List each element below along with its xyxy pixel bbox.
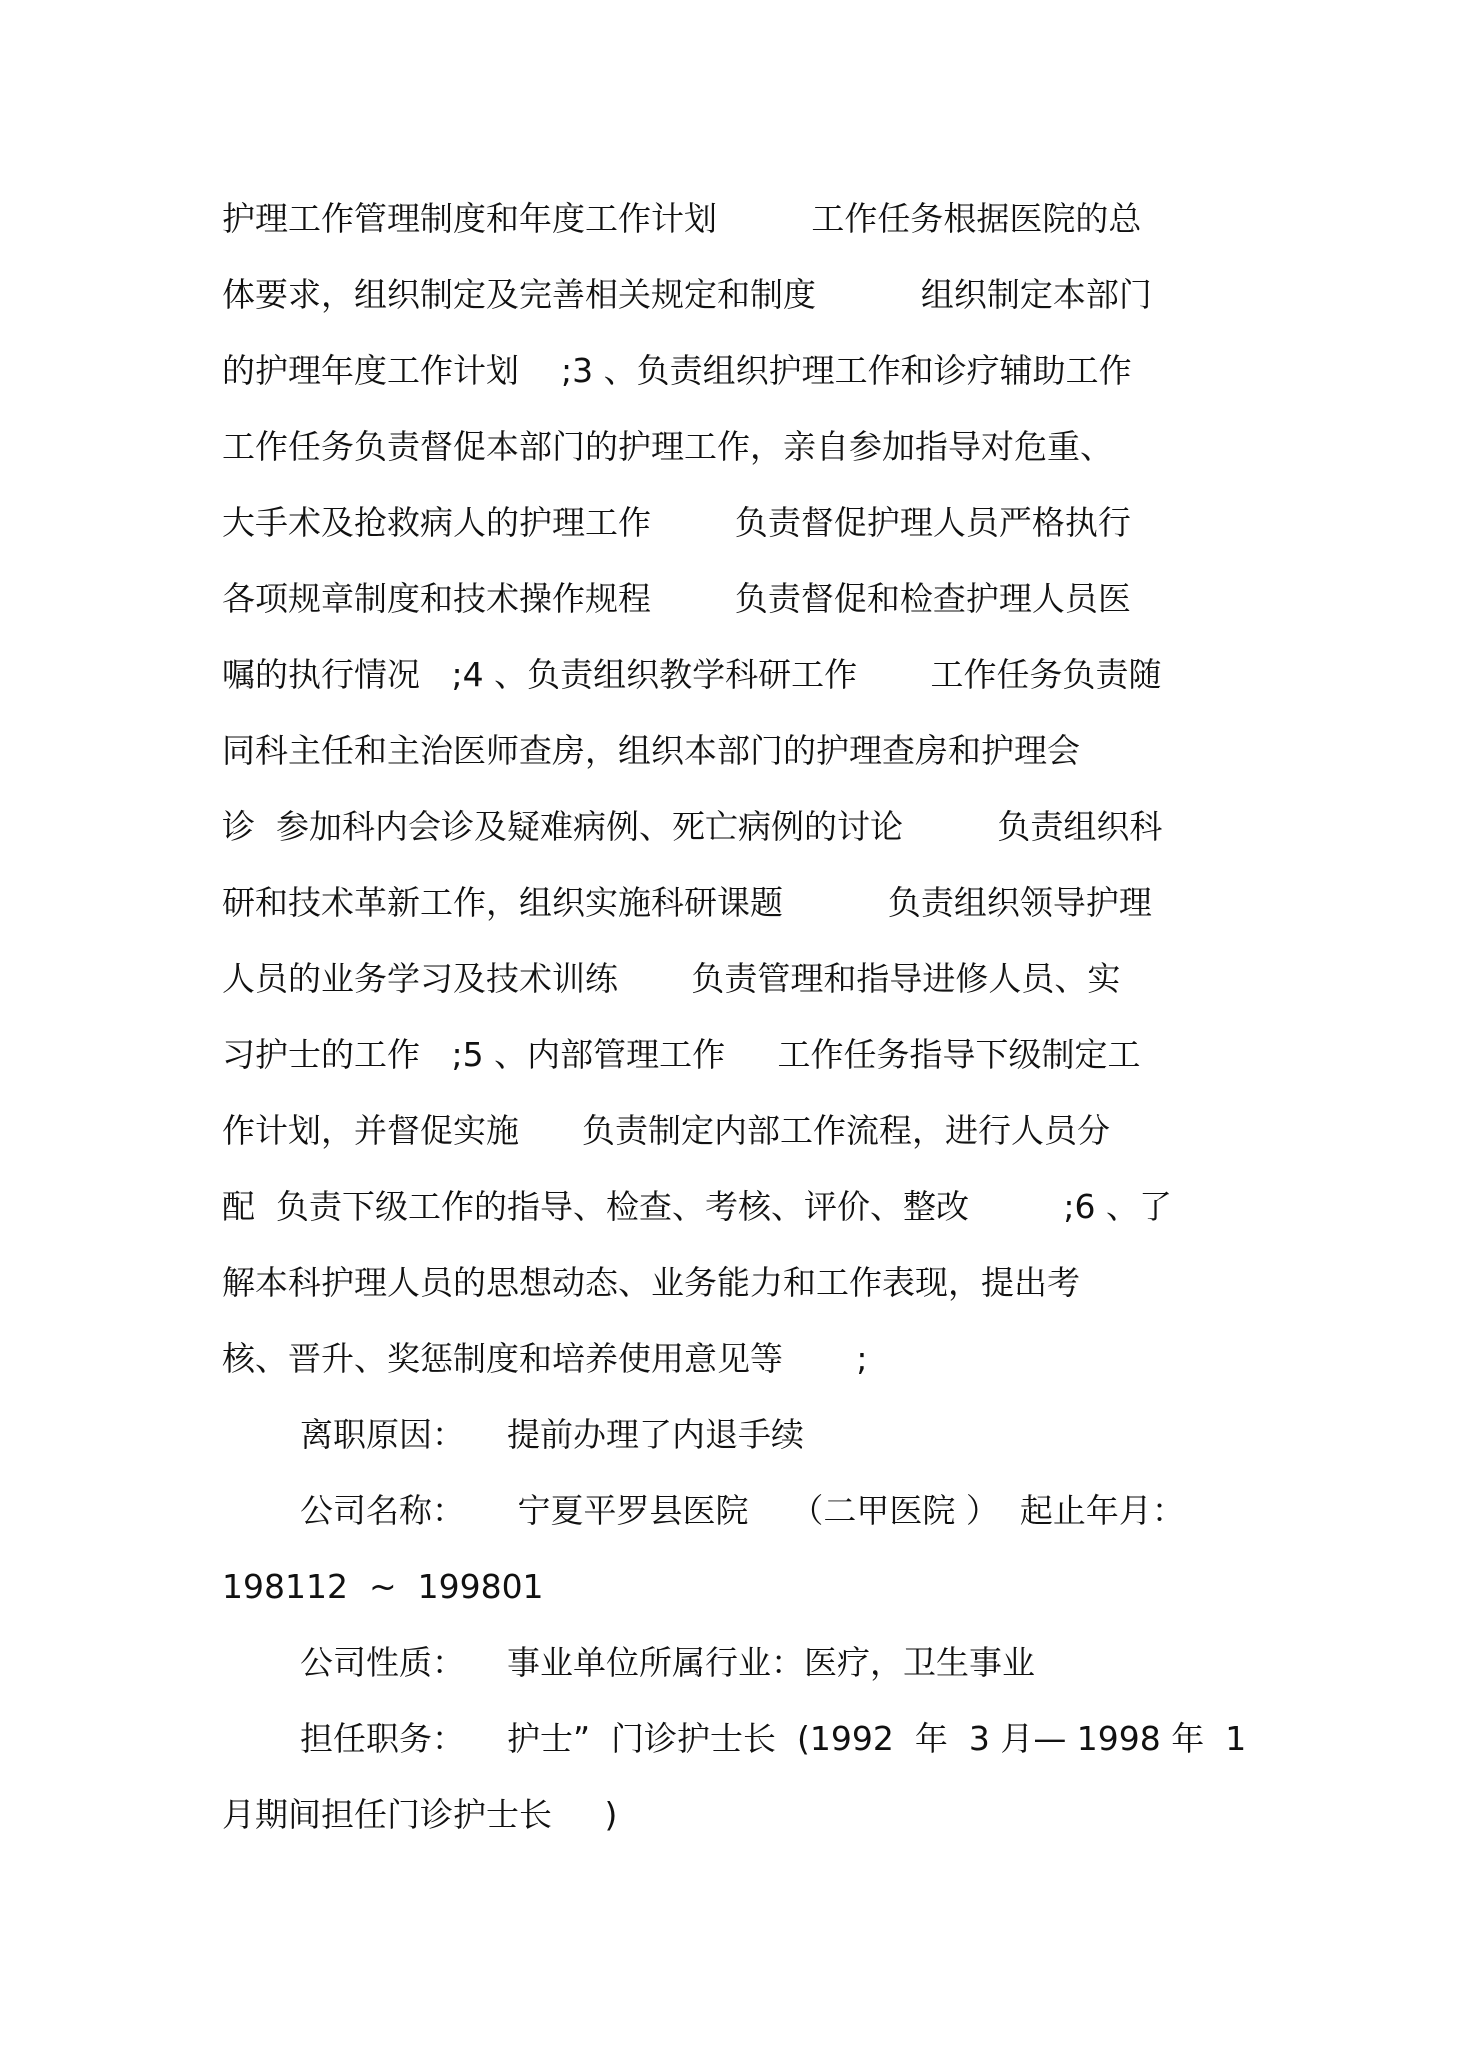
text-line: 的护理年度工作计划 ;3 、负责组织护理工作和诊疗辅助工作 — [222, 351, 1132, 390]
text-line: 同科主任和主治医师查房，组织本部门的护理查房和护理会 — [222, 731, 1080, 770]
text-line: 核、晋升、奖惩制度和培养使用意见等 ; — [222, 1339, 868, 1378]
text-line: 月期间担任门诊护士长 ) — [222, 1795, 618, 1834]
company-name-line: 公司名称： 宁夏平罗县医院 （二甲医院 ） 起止年月： — [300, 1491, 1185, 1530]
text-line: 解本科护理人员的思想动态、业务能力和工作表现，提出考 — [222, 1263, 1080, 1302]
text-line: 体要求，组织制定及完善相关规定和制度 组织制定本部门 — [222, 275, 1152, 314]
company-nature-line: 公司性质： 事业单位所属行业：医疗，卫生事业 — [300, 1643, 1035, 1682]
position-line: 担任职务： 护士” 门诊护士长 (1992 年 3 月— 1998 年 1 — [300, 1719, 1247, 1758]
text-line: 研和技术革新工作，组织实施科研课题 负责组织领导护理 — [222, 883, 1152, 922]
text-line: 人员的业务学习及技术训练 负责管理和指导进修人员、实 — [222, 959, 1121, 998]
text-line: 作计划，并督促实施 负责制定内部工作流程，进行人员分 — [222, 1111, 1110, 1150]
text-line: 习护士的工作 ;5 、内部管理工作 工作任务指导下级制定工 — [222, 1035, 1141, 1074]
text-line: 工作任务负责督促本部门的护理工作，亲自参加指导对危重、 — [222, 427, 1113, 466]
text-line: 诊 参加科内会诊及疑难病例、死亡病例的讨论 负责组织科 — [222, 807, 1163, 846]
text-line: 配 负责下级工作的指导、检查、考核、评价、整改 ;6 、了 — [222, 1187, 1172, 1226]
leave-reason-line: 离职原因： 提前办理了内退手续 — [300, 1415, 804, 1454]
text-line: 嘱的执行情况 ;4 、负责组织教学科研工作 工作任务负责随 — [222, 655, 1162, 694]
text-line: 各项规章制度和技术操作规程 负责督促和检查护理人员医 — [222, 579, 1131, 618]
date-range-line: 198112 ~ 199801 — [222, 1567, 544, 1606]
text-line: 护理工作管理制度和年度工作计划 工作任务根据医院的总 — [222, 199, 1142, 238]
text-line: 大手术及抢救病人的护理工作 负责督促护理人员严格执行 — [222, 503, 1131, 542]
